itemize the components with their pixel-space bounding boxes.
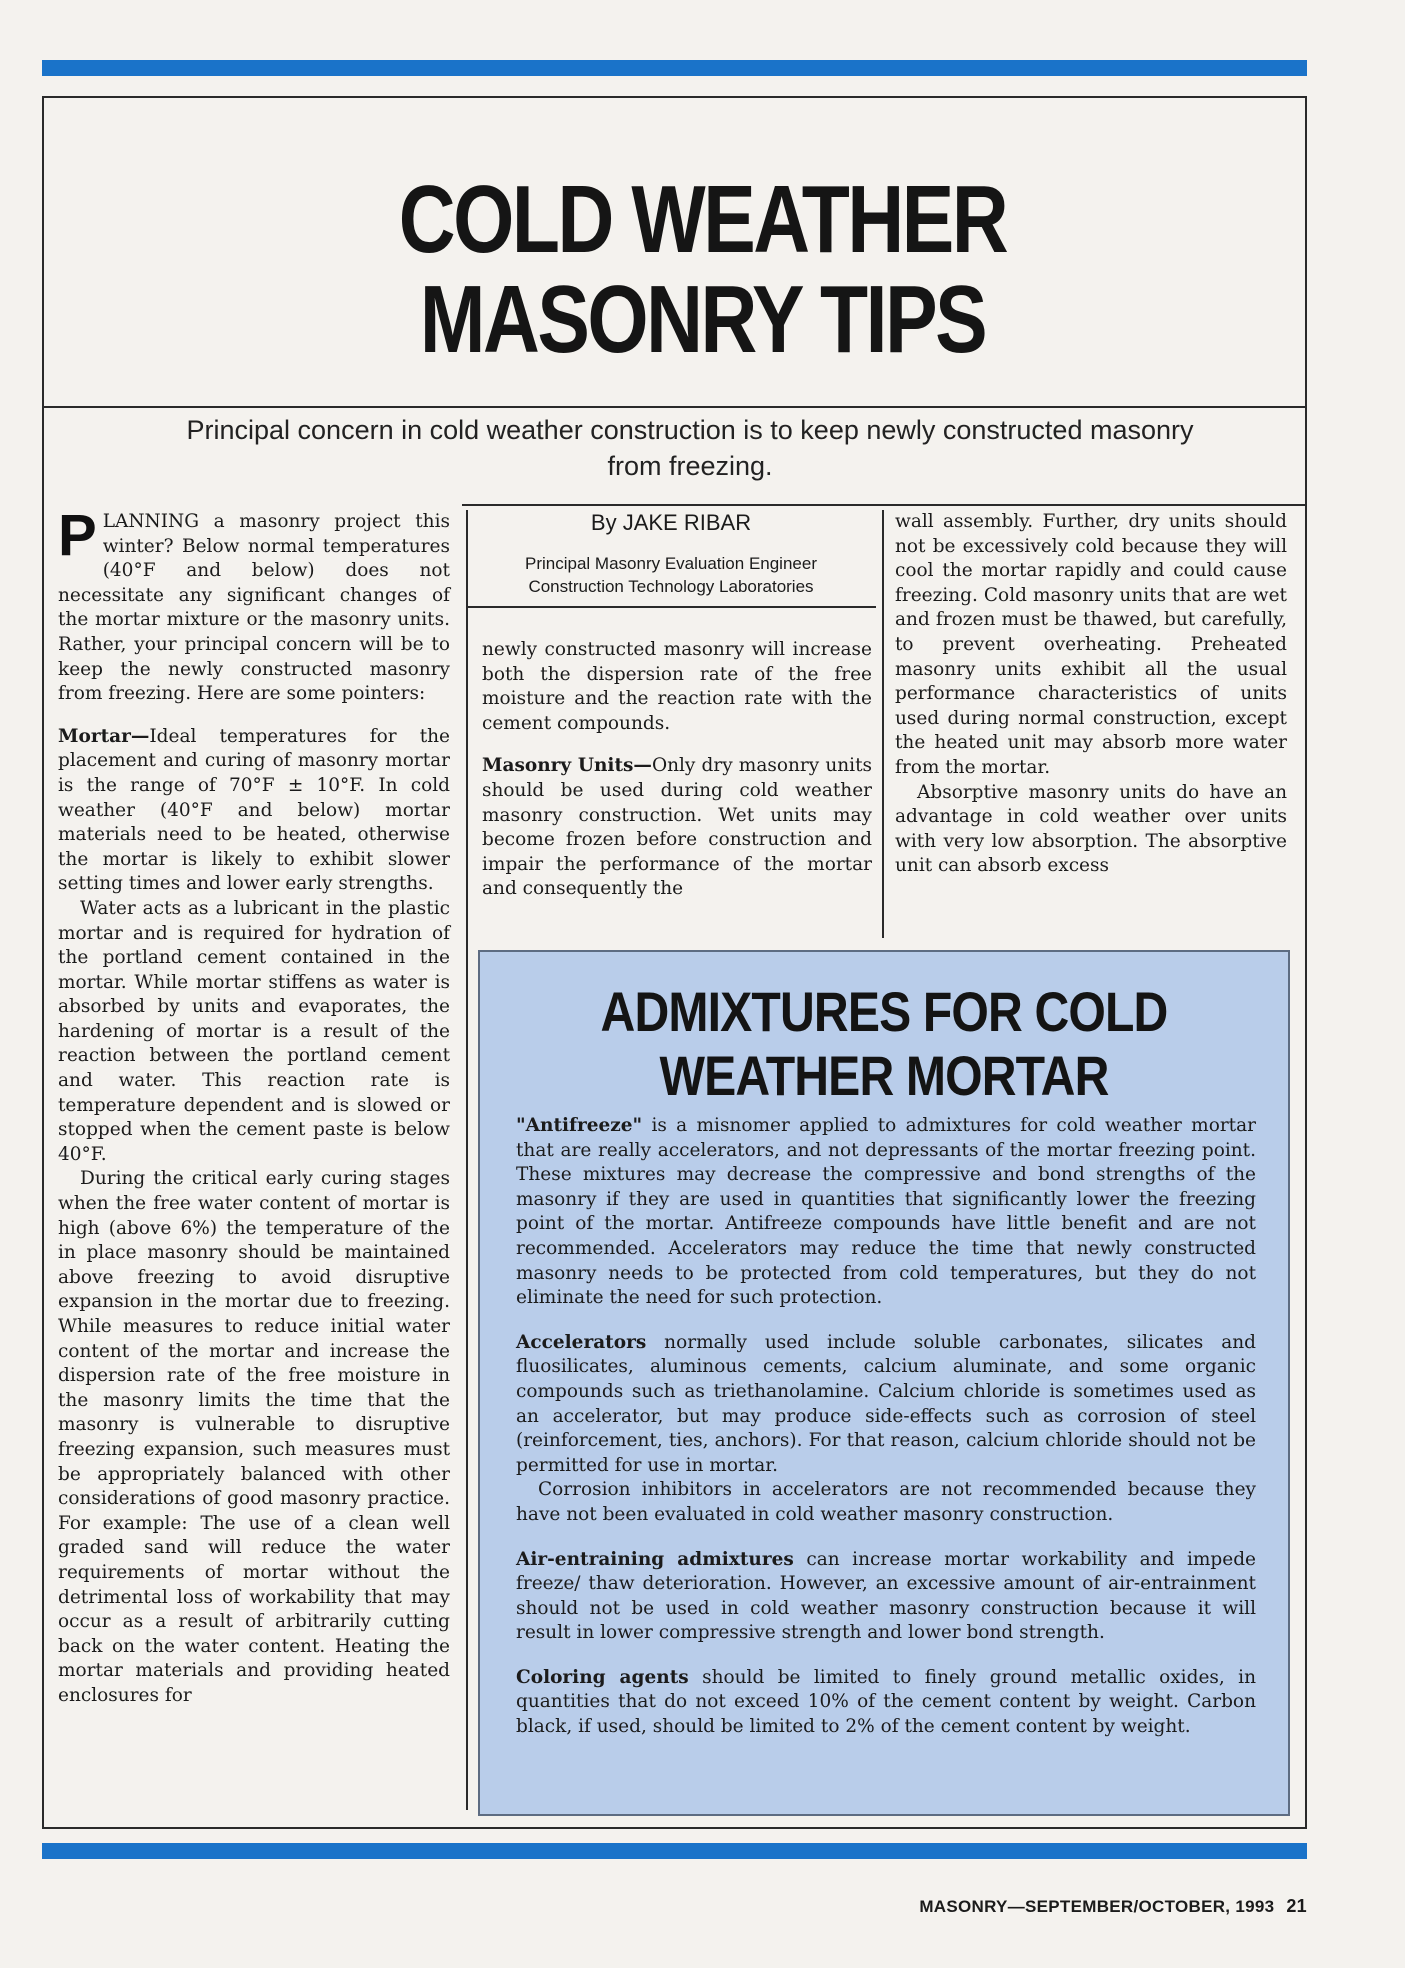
bottom-accent-bar [42,1843,1307,1859]
sidebar-body [516,1114,1256,1740]
title-line-1: COLD WEATHER [398,166,1007,273]
corrosion-paragraph: Corrosion inhibitors in accelerators are not recommended because they have not been evaluated in cold weather masonry construction. [516,1479,1256,1525]
top-accent-bar [42,60,1307,76]
publication-line: MASONRY—SEPTEMBER/OCTOBER, 1993 [919,1897,1275,1916]
column-3 [895,510,1287,879]
title-rule [42,406,1307,408]
accelerators-paragraph [516,1331,1256,1479]
masonry-units-heading: Masonry Units— [482,755,652,777]
masonry-units-paragraph [482,754,872,902]
col3-paragraph-2: Absorptive masonry units do have an advantage in cold weather over units with very low absorption. The absorptive unit can absorb excess [895,781,1287,877]
admixtures-sidebar [478,950,1290,1816]
drop-cap: P [58,503,97,568]
air-entraining-text: can increase mortar workability and impede freeze/ thaw deterioration. However, an excessive amount of air-entrainment should not be used in cold weather masonry construction because it will result in lower compressive strength and lower bond strength. [516,1548,1257,1644]
author-role-line-1: Principal Masonry Evaluation Engineer [525,554,817,573]
coloring-heading: Coloring agents [516,1666,689,1688]
column-divider-2 [882,510,884,938]
page-footer [919,1896,1307,1917]
sidebar-title-line-1: ADMIXTURES FOR COLD [600,980,1168,1043]
antifreeze-heading: "Antifreeze" [516,1115,643,1136]
byline-rule [466,606,876,608]
mortar-paragraph-2: Water acts as a lubricant in the plastic mortar and is required for hydration of the portland cement contained in the mortar. While mortar stiffens as water is absorbed by units and evaporates, the hardening of mortar is a result of the reaction between the portland cement and water. This reaction rate is temperature dependent and is slowed or stopped when the cement paste is below 40°F. [58,897,450,1165]
author-name: By JAKE RIBAR [590,510,752,535]
article-subtitle: Principal concern in cold weather construction is to keep newly constructed masonry from freezing. [186,415,1194,481]
sidebar-title [537,980,1232,1108]
page-number: 21 [1286,1896,1307,1916]
intro-paragraph [58,503,450,707]
author-role [466,552,876,598]
column-divider-1 [466,510,468,1810]
mortar-heading: Mortar— [58,725,150,747]
mortar-paragraph-3: During the critical early curing stages when the free water content of mortar is high (above 6%) the temperature of the in place masonry should be maintained above freezing to avoid disruptive expansion in the mortar due to freezing. While measures to reduce initial water content of the mortar and increase the dispersion rate of the free moisture in the masonry limits the time that the masonry is vulnerable to disruptive freezing expansion, such measures must be appropriately balanced with other considerations of good masonry practice. For example: The use of a clean well graded sand will reduce the water requirements of mortar without the detrimental loss of workability that may occur as a result of arbitrarily cutting back on the water content. Heating the mortar materials and providing heated enclosures for [58,1168,450,1706]
accelerators-heading: Accelerators [516,1331,647,1353]
air-entraining-paragraph [516,1548,1256,1646]
coloring-paragraph [516,1666,1256,1740]
masonry-units-text: Only dry masonry units should be used during cold weather masonry construction. Wet units may become frozen before construction and impair the performance of the mortar and consequently the [482,755,872,900]
mortar-paragraph [58,725,450,897]
byline [466,508,876,598]
intro-text: LANNING a masonry project this winter? Below normal temperatures (40°F and below) does not necessitate any significant changes of the mortar mixture or the masonry units. Rather, your principal concern will be to keep the newly constructed masonry from freezing. Here are some pointers: [58,511,450,705]
author-role-line-2: Construction Technology Laboratories [528,577,814,596]
sidebar-title-line-2: WEATHER MORTAR [659,1044,1109,1107]
antifreeze-text: is a misnomer applied to admixtures for cold weather mortar that are really accelerators, and not depressants of the mortar freezing point. These mixtures may decrease the compressive and bond strengths of the masonry if they are used in quantities that significantly lower the freezing point of the mortar. Antifreeze compounds have little benefit and are not recommended. Accelerators may reduce the time that newly constructed masonry needs to be protected from cold temperatures, but they do not eliminate the need for such protection. [516,1115,1256,1309]
article-title [126,166,1278,373]
mortar-text: Ideal temperatures for the placement and curing of masonry mortar is the range of 70°F ± 10°F. In cold weather (40°F and below) mortar materials need to be heated, otherwise the mortar is likely to exhibit slower setting times and lower early strengths. [58,725,450,895]
antifreeze-paragraph [516,1114,1256,1311]
col3-paragraph-1: wall assembly. Further, dry units should not be excessively cold because they will cool the mortar rapidly and could cause freezing. Cold masonry units that are wet and frozen must be thawed, but carefully, to prevent overheating. Preheated masonry units exhibit all the usual performance characteristics of units used during normal construction, except the heated unit may absorb more water from the mortar. [895,511,1287,778]
subtitle-rule [462,504,1307,506]
air-entraining-heading: Air-entraining admixtures [516,1548,794,1570]
title-line-2: MASONRY TIPS [419,266,986,373]
column-1 [58,503,450,1709]
column-2 [482,638,872,902]
accelerators-text: normally used include soluble carbonates, silicates and fluosilicates, aluminous cements, calcium aluminate, and some organic compounds such as triethanolamine. Calcium chloride is sometimes used as an accelerator, but may produce side-effects such as corrosion of steel (reinforcement, ties, anchors). For that reason, calcium chloride should not be permitted for use in mortar. [516,1331,1256,1476]
coloring-text: should be limited to finely ground metallic oxides, in quantities that do not exceed 10% of the cement content by weight. Carbon black, if used, should be limited to 2% of the cement content by weight. [516,1666,1256,1738]
col2-paragraph-1: newly constructed masonry will increase both the dispersion rate of the free moisture and the reaction rate with the cement compounds. [482,639,872,734]
